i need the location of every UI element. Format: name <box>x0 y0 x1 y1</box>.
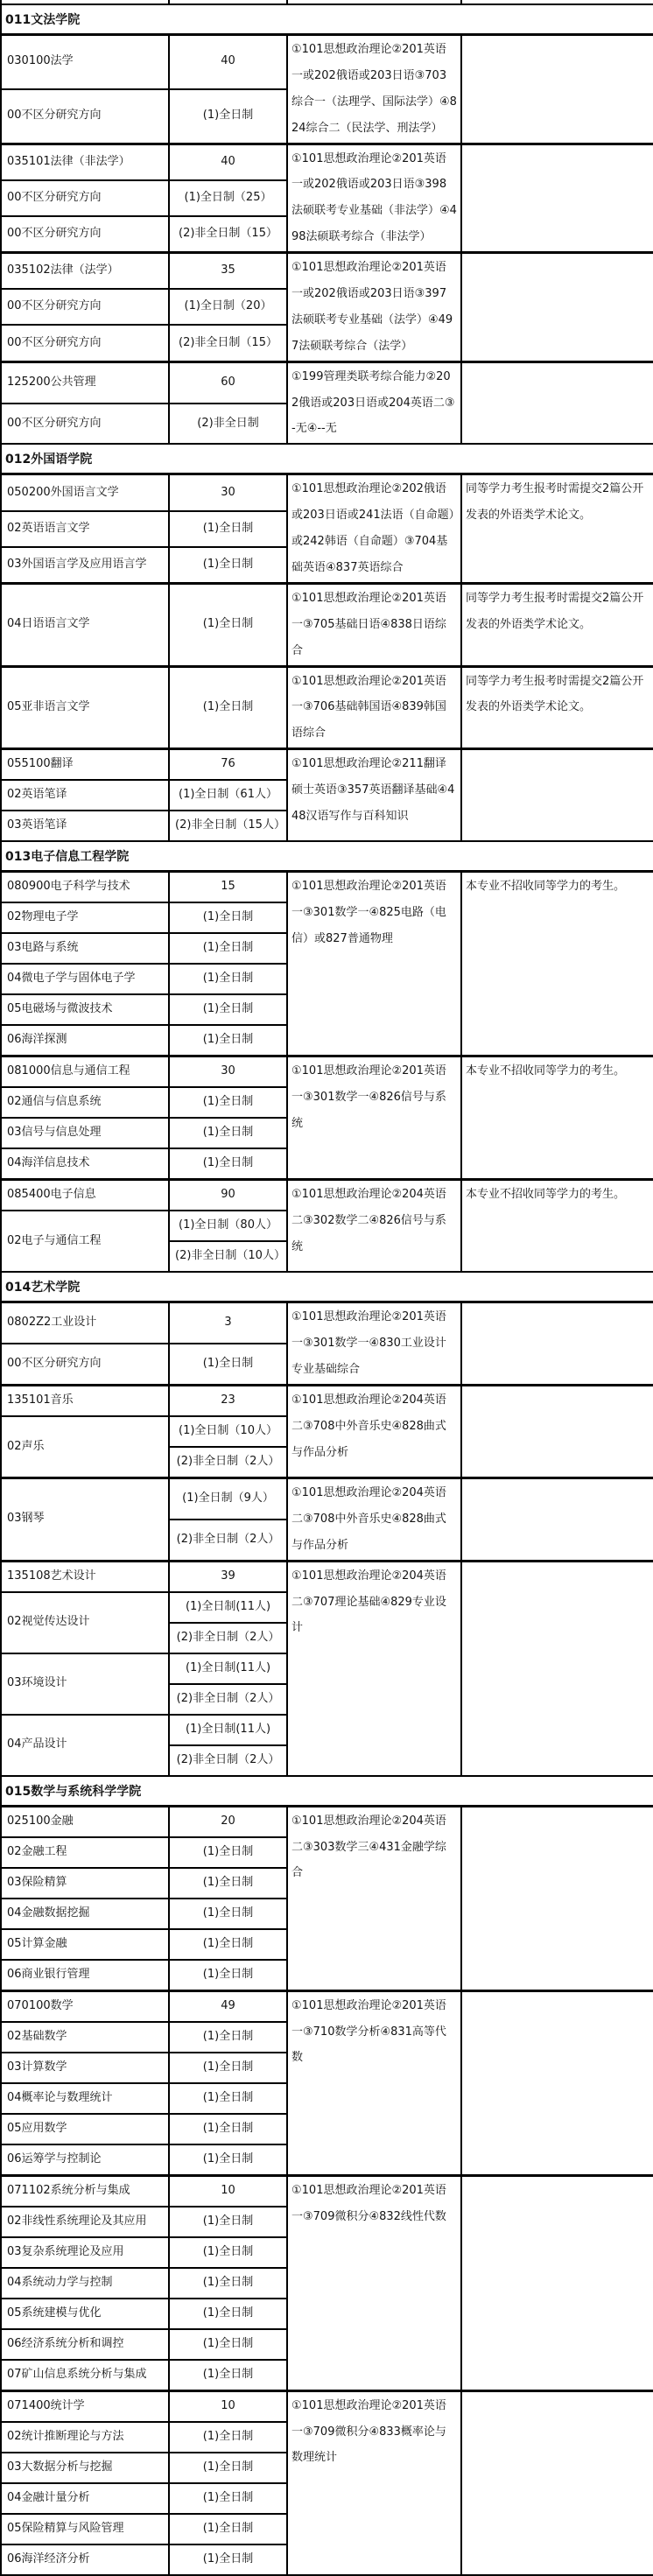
study-mode-cell: (1)全日制(11人) <box>169 1715 287 1745</box>
study-mode-cell: (1)全日制 <box>169 994 287 1025</box>
exam-subjects-cell: ①101思想政治理论②201英语一③710数学分析④831高等代数 <box>287 1990 461 2175</box>
research-direction-cell: 00不区分研究方向 <box>1 289 169 325</box>
research-direction-cell: 02金融工程 <box>1 1837 169 1868</box>
enrollment-count-cell: 60 <box>169 361 287 403</box>
remarks-cell <box>461 2390 653 2575</box>
study-mode-cell: (1)全日制 <box>169 511 287 547</box>
table-row <box>1 749 653 781</box>
table-row <box>1 872 653 903</box>
research-direction-cell: 03电路与系统 <box>1 933 169 964</box>
study-mode-cell: (2)非全日制（2人） <box>169 1745 287 1776</box>
research-direction-cell: 05系统建模与优化 <box>1 2299 169 2329</box>
remarks-cell <box>461 1385 653 1478</box>
table-row <box>1 1385 653 1416</box>
study-mode-cell: (1)全日制 <box>169 2268 287 2299</box>
program-name-cell: 030100法学 <box>1 35 169 89</box>
table-row <box>1 361 653 403</box>
research-direction-cell: 00不区分研究方向 <box>1 325 169 361</box>
remarks-cell <box>461 1561 653 1776</box>
research-direction-cell: 02基础数学 <box>1 2022 169 2053</box>
study-mode-cell: (2)非全日制（15人） <box>169 811 287 841</box>
enrollment-count-cell: 39 <box>169 1561 287 1592</box>
research-direction-cell: 00不区分研究方向 <box>1 404 169 445</box>
study-mode-cell: (1)全日制 <box>169 1899 287 1929</box>
research-direction-cell: 00不区分研究方向 <box>1 89 169 144</box>
study-mode-cell: (2)非全日制 <box>169 404 287 445</box>
table-row <box>1 253 653 290</box>
study-mode-cell: (2)非全日制（15） <box>169 325 287 361</box>
study-mode-cell: (1)全日制（25） <box>169 180 287 216</box>
research-direction-cell: 03保险精算 <box>1 1868 169 1899</box>
enrollment-count-cell: 49 <box>169 1990 287 2022</box>
research-direction-cell: 03复杂系统理论及应用 <box>1 2237 169 2268</box>
enrollment-count-cell: 10 <box>169 2390 287 2422</box>
research-direction-cell: 05保险精算与风险管理 <box>1 2514 169 2544</box>
research-direction-cell: 02英语语言文学 <box>1 511 169 547</box>
enrollment-count-cell: 3 <box>169 1302 287 1344</box>
program-name-cell: 035102法律（法学） <box>1 253 169 290</box>
program-name-cell: 135101音乐 <box>1 1385 169 1416</box>
remarks-cell <box>461 35 653 144</box>
study-mode-cell: (2)非全日制（2人） <box>169 1520 287 1561</box>
exam-subjects-cell: ①101思想政治理论②211翻译硕士英语③357英语翻译基础④448汉语写作与百科知识 <box>287 749 461 842</box>
exam-subjects-cell: ①101思想政治理论②201英语一③709微积分④833概率论与数理统计 <box>287 2390 461 2575</box>
research-direction-cell: 04金融计量分析 <box>1 2483 169 2514</box>
research-direction-cell: 05计算金融 <box>1 1929 169 1960</box>
study-mode-cell: (1)全日制 <box>169 2207 287 2237</box>
exam-subjects-cell: ①199管理类联考综合能力②202俄语或203日语或204英语二③-无④--无 <box>287 361 461 444</box>
remarks-cell <box>461 1990 653 2175</box>
study-mode-cell: (1)全日制 <box>169 2144 287 2176</box>
study-mode-cell: (2)非全日制（2人） <box>169 1684 287 1715</box>
research-direction-cell: 02统计推断理论与方法 <box>1 2422 169 2453</box>
research-direction-cell: 04微电子学与固体电子学 <box>1 964 169 994</box>
table-row <box>1 1180 653 1211</box>
section-header: 012外国语学院 <box>1 444 653 474</box>
table-row <box>1 1561 653 1592</box>
enrollment-count-cell: 40 <box>169 35 287 89</box>
remarks-cell <box>461 253 653 362</box>
table-row <box>1 35 653 89</box>
research-direction-cell: 02电子与通信工程 <box>1 1211 169 1272</box>
program-name-cell: 0802Z2工业设计 <box>1 1302 169 1344</box>
program-name-cell: 135108艺术设计 <box>1 1561 169 1592</box>
remarks-cell <box>461 361 653 444</box>
research-direction-cell: 03大数据分析与挖掘 <box>1 2453 169 2483</box>
study-mode-cell: (1)全日制 <box>169 1118 287 1148</box>
study-mode-cell: (1)全日制(11人) <box>169 1592 287 1623</box>
exam-subjects-cell: ①101思想政治理论②204英语二③303数学三④431金融学综合 <box>287 1806 461 1990</box>
exam-subjects-cell: ①101思想政治理论②201英语一或202俄语或203日语③397法硕联考专业基础（法学）④497法硕联考综合（法学） <box>287 253 461 362</box>
remarks-cell <box>461 144 653 253</box>
exam-subjects-cell: ①101思想政治理论②204英语二③707理论基础④829专业设计 <box>287 1561 461 1776</box>
program-name-cell: 071400统计学 <box>1 2390 169 2422</box>
enrollment-count-cell: (1)全日制 <box>169 583 287 666</box>
study-mode-cell: (1)全日制 <box>169 2237 287 2268</box>
remarks-cell <box>461 2175 653 2390</box>
program-name-cell: 025100金融 <box>1 1806 169 1837</box>
study-mode-cell: (1)全日制 <box>169 2022 287 2053</box>
remarks-cell <box>461 1302 653 1386</box>
table-row <box>1 2390 653 2422</box>
research-direction-cell: 04系统动力学与控制 <box>1 2268 169 2299</box>
program-name-cell: 050200外国语言文学 <box>1 474 169 511</box>
study-mode-cell: (1)全日制 <box>169 933 287 964</box>
research-direction-cell: 05应用数学 <box>1 2114 169 2144</box>
exam-subjects-cell: ①101思想政治理论②201英语一③301数学一④825电路（电信）或827普通物理 <box>287 872 461 1056</box>
research-direction-cell: 04海洋信息技术 <box>1 1148 169 1180</box>
table-row <box>1 1302 653 1344</box>
remarks-cell: 同等学力考生报考时需提交2篇公开发表的外语类学术论文。 <box>461 474 653 584</box>
research-direction-cell: 06运筹学与控制论 <box>1 2144 169 2176</box>
remarks-cell <box>461 1478 653 1561</box>
study-mode-cell: (1)全日制 <box>169 547 287 584</box>
study-mode-cell: (1)全日制 <box>169 2544 287 2575</box>
program-name-cell: 080900电子科学与技术 <box>1 872 169 903</box>
research-direction-cell: 02非线性系统理论及其应用 <box>1 2207 169 2237</box>
remarks-cell: 本专业不招收同等学力的考生。 <box>461 872 653 1056</box>
research-direction-cell: 00不区分研究方向 <box>1 180 169 216</box>
exam-subjects-cell: ①101思想政治理论②201英语一③301数学一④830工业设计专业基础综合 <box>287 1302 461 1386</box>
research-direction-cell: 03英语笔译 <box>1 811 169 841</box>
section-header: 014艺术学院 <box>1 1272 653 1302</box>
research-direction-cell: 03环境设计 <box>1 1653 169 1715</box>
admissions-table-body <box>1 0 653 2575</box>
exam-subjects-cell: ①101思想政治理论②204英语二③708中外音乐史④828曲式与作品分析 <box>287 1478 461 1561</box>
research-direction-cell: 02英语笔译 <box>1 780 169 811</box>
study-mode-cell: (1)全日制 <box>169 2483 287 2514</box>
exam-subjects-cell: ①101思想政治理论②201英语一③705基础日语④838日语综合 <box>287 583 461 666</box>
exam-subjects-cell: ①101思想政治理论②201英语一③301数学一④826信号与系统 <box>287 1056 461 1180</box>
study-mode-cell: (1)全日制 <box>169 2083 287 2114</box>
section-header: 011文法学院 <box>1 4 653 35</box>
program-name-cell: 04日语语言文学 <box>1 583 169 666</box>
study-mode-cell: (1)全日制（61人） <box>169 780 287 811</box>
enrollment-count-cell: (1)全日制（9人） <box>169 1478 287 1519</box>
table-row <box>1 1478 653 1519</box>
research-direction-cell: 02视觉传达设计 <box>1 1592 169 1653</box>
enrollment-count-cell: 30 <box>169 474 287 511</box>
table-row <box>1 666 653 749</box>
study-mode-cell: (2)非全日制（10人） <box>169 1241 287 1272</box>
study-mode-cell: (1)全日制 <box>169 1929 287 1960</box>
research-direction-cell: 04产品设计 <box>1 1715 169 1776</box>
research-direction-cell: 02物理电子学 <box>1 902 169 933</box>
research-direction-cell: 03计算数学 <box>1 2053 169 2083</box>
program-name-cell: 03钢琴 <box>1 1478 169 1561</box>
study-mode-cell: (1)全日制 <box>169 89 287 144</box>
exam-subjects-cell: ①101思想政治理论②202俄语或203日语或241法语（自命题）或242韩语（自命题）③704基础英语④837英语综合 <box>287 474 461 584</box>
remarks-cell <box>461 1806 653 1990</box>
program-name-cell: 055100翻译 <box>1 749 169 781</box>
exam-subjects-cell: ①101思想政治理论②204英语二③708中外音乐史④828曲式与作品分析 <box>287 1385 461 1478</box>
exam-subjects-cell: ①101思想政治理论②201英语一③706基础韩国语④839韩国语综合 <box>287 666 461 749</box>
research-direction-cell: 04概率论与数理统计 <box>1 2083 169 2114</box>
research-direction-cell: 06海洋探测 <box>1 1025 169 1056</box>
table-row <box>1 1990 653 2022</box>
study-mode-cell: (1)全日制 <box>169 2453 287 2483</box>
research-direction-cell: 06商业银行管理 <box>1 1960 169 1991</box>
research-direction-cell: 03外国语言学及应用语言学 <box>1 547 169 584</box>
table-row <box>1 144 653 180</box>
table-row <box>1 583 653 666</box>
research-direction-cell: 00不区分研究方向 <box>1 216 169 253</box>
study-mode-cell: (1)全日制 <box>169 2299 287 2329</box>
study-mode-cell: (1)全日制 <box>169 2360 287 2391</box>
study-mode-cell: (1)全日制 <box>169 1087 287 1118</box>
study-mode-cell: (1)全日制（20） <box>169 289 287 325</box>
study-mode-cell: (1)全日制 <box>169 902 287 933</box>
research-direction-cell: 04金融数据挖掘 <box>1 1899 169 1929</box>
enrollment-count-cell: 20 <box>169 1806 287 1837</box>
enrollment-count-cell: 10 <box>169 2175 287 2207</box>
section-header: 015数学与系统科学学院 <box>1 1776 653 1807</box>
study-mode-cell: (1)全日制 <box>169 1344 287 1385</box>
study-mode-cell: (1)全日制 <box>169 1868 287 1899</box>
study-mode-cell: (1)全日制 <box>169 1025 287 1056</box>
study-mode-cell: (1)全日制 <box>169 964 287 994</box>
program-name-cell: 081000信息与通信工程 <box>1 1056 169 1088</box>
research-direction-cell: 06经济系统分析和调控 <box>1 2329 169 2360</box>
study-mode-cell: (1)全日制 <box>169 2053 287 2083</box>
research-direction-cell: 02声乐 <box>1 1416 169 1478</box>
program-name-cell: 070100数学 <box>1 1990 169 2022</box>
remarks-cell: 同等学力考生报考时需提交2篇公开发表的外语类学术论文。 <box>461 583 653 666</box>
table-row <box>1 1056 653 1088</box>
remarks-cell: 同等学力考生报考时需提交2篇公开发表的外语类学术论文。 <box>461 666 653 749</box>
enrollment-count-cell: 15 <box>169 872 287 903</box>
study-mode-cell: (1)全日制（80人） <box>169 1211 287 1241</box>
table-row <box>1 474 653 511</box>
study-mode-cell: (1)全日制（10人） <box>169 1416 287 1447</box>
exam-subjects-cell: ①101思想政治理论②201英语一或202俄语或203日语③703综合一（法理学、国际法学）④824综合二（民法学、刑法学） <box>287 35 461 144</box>
enrollment-count-cell: 76 <box>169 749 287 781</box>
enrollment-count-cell: 90 <box>169 1180 287 1211</box>
study-mode-cell: (1)全日制 <box>169 1837 287 1868</box>
enrollment-count-cell: 35 <box>169 253 287 290</box>
study-mode-cell: (1)全日制 <box>169 2422 287 2453</box>
research-direction-cell: 07矿山信息系统分析与集成 <box>1 2360 169 2391</box>
study-mode-cell: (1)全日制 <box>169 2329 287 2360</box>
research-direction-cell: 05电磁场与微波技术 <box>1 994 169 1025</box>
exam-subjects-cell: ①101思想政治理论②204英语二③302数学二④826信号与系统 <box>287 1180 461 1273</box>
study-mode-cell: (1)全日制(11人) <box>169 1653 287 1684</box>
research-direction-cell: 03信号与信息处理 <box>1 1118 169 1148</box>
study-mode-cell: (2)非全日制（15） <box>169 216 287 253</box>
enrollment-count-cell: 40 <box>169 144 287 180</box>
program-name-cell: 125200公共管理 <box>1 361 169 403</box>
program-name-cell: 05亚非语言文学 <box>1 666 169 749</box>
enrollment-count-cell: 30 <box>169 1056 287 1088</box>
study-mode-cell: (1)全日制 <box>169 1148 287 1180</box>
research-direction-cell: 06海洋经济分析 <box>1 2544 169 2575</box>
study-mode-cell: (1)全日制 <box>169 2514 287 2544</box>
exam-subjects-cell: ①101思想政治理论②201英语一③709微积分④832线性代数 <box>287 2175 461 2390</box>
remarks-cell: 本专业不招收同等学力的考生。 <box>461 1056 653 1180</box>
remarks-cell <box>461 749 653 842</box>
program-name-cell: 035101法律（非法学） <box>1 144 169 180</box>
remarks-cell: 本专业不招收同等学力的考生。 <box>461 1180 653 1273</box>
exam-subjects-cell: ①101思想政治理论②201英语一或202俄语或203日语③398法硕联考专业基础（非法学）④498法硕联考综合（非法学） <box>287 144 461 253</box>
program-name-cell: 085400电子信息 <box>1 1180 169 1211</box>
enrollment-count-cell: 23 <box>169 1385 287 1416</box>
research-direction-cell: 00不区分研究方向 <box>1 1344 169 1385</box>
study-mode-cell: (2)非全日制（2人） <box>169 1623 287 1653</box>
table-row <box>1 2175 653 2207</box>
study-mode-cell: (1)全日制 <box>169 1960 287 1991</box>
program-name-cell: 071102系统分析与集成 <box>1 2175 169 2207</box>
research-direction-cell: 02通信与信息系统 <box>1 1087 169 1118</box>
section-header: 013电子信息工程学院 <box>1 841 653 872</box>
table-row <box>1 1806 653 1837</box>
enrollment-count-cell: (1)全日制 <box>169 666 287 749</box>
study-mode-cell: (1)全日制 <box>169 2114 287 2144</box>
study-mode-cell: (2)非全日制（2人） <box>169 1447 287 1478</box>
